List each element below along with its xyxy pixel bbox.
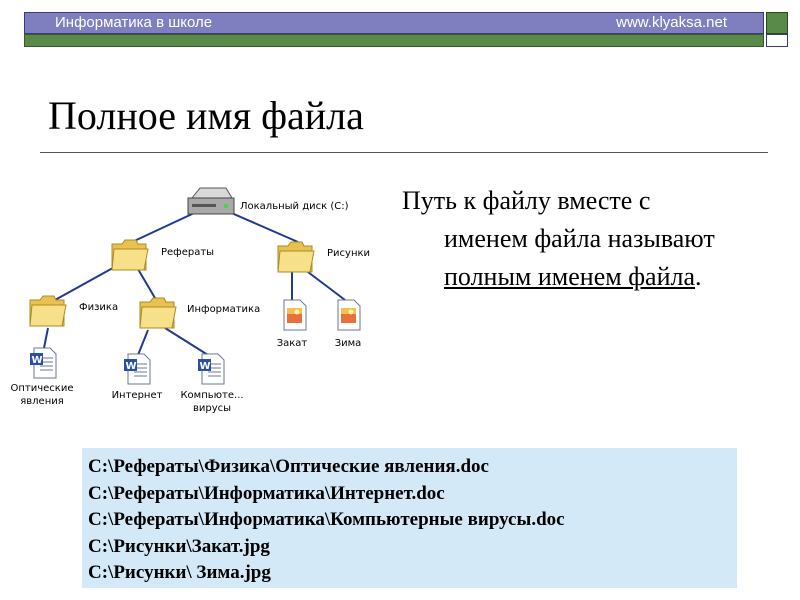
- full-paths-box: [82, 448, 737, 588]
- folder-icon-risunki[interactable]: [278, 242, 314, 272]
- definition-line3: [402, 258, 782, 296]
- path-line: C:\Рисунки\ Зима.jpg: [88, 562, 271, 583]
- disk-drive-icon[interactable]: [188, 188, 234, 214]
- image-file-icon-zakat[interactable]: [284, 300, 306, 330]
- site-name: Информатика в школе: [55, 14, 213, 31]
- folder-icon-informatika[interactable]: [140, 298, 176, 328]
- definition-term: полным именем файла: [444, 262, 696, 291]
- slide-title: Полное имя файла: [48, 93, 364, 138]
- word-doc-icon-internet[interactable]: [124, 354, 150, 384]
- label-internet: Интернет: [111, 390, 163, 401]
- file-tree-diagram: [0, 180, 400, 420]
- site-url[interactable]: www.klyaksa.net: [616, 14, 727, 31]
- label-risunki: Рисунки: [327, 248, 371, 259]
- header-bar: [24, 12, 764, 34]
- file-tree-svg: W: [0, 180, 400, 420]
- path-line: C:\Рефераты\Информатика\Интернет.doc: [88, 482, 445, 504]
- definition-text: [402, 182, 782, 296]
- label-zakat: Закат: [276, 338, 308, 349]
- header-accent-bar: [24, 34, 764, 47]
- label-zima: Зима: [334, 338, 362, 349]
- title-divider: [40, 152, 768, 153]
- path-line: C:\Рефераты\Физика\Оптические явления.doc: [88, 456, 489, 477]
- label-optics-line1: Оптические: [10, 383, 74, 394]
- definition-line1: Путь к файлу вместе с: [402, 186, 651, 215]
- word-doc-icon-viruses[interactable]: [198, 354, 224, 384]
- corner-square-icon: [766, 12, 788, 34]
- image-file-icon-zima[interactable]: [338, 300, 360, 330]
- word-doc-icon-optics[interactable]: [30, 348, 56, 378]
- path-line: C:\Рефераты\Информатика\Компьютерные вирусы.doc: [88, 509, 565, 530]
- definition-line2: именем файла называют: [444, 224, 715, 253]
- label-disk: Локальный диск (С:): [240, 201, 349, 212]
- label-fizika: Физика: [79, 302, 119, 313]
- label-viruses-line2: вирусы: [192, 403, 232, 414]
- folder-icon-referaty[interactable]: [112, 240, 148, 270]
- label-optics-line2: явления: [20, 396, 64, 407]
- definition-period: .: [695, 262, 702, 291]
- corner-square-outline-icon: [766, 34, 788, 47]
- label-informatika: Информатика: [187, 304, 261, 315]
- label-viruses-line1: Компьюте...: [180, 390, 244, 401]
- path-line: C:\Рисунки\Закат.jpg: [88, 535, 270, 557]
- folder-icon-fizika[interactable]: [30, 296, 66, 326]
- tree-lines: [44, 208, 345, 355]
- label-referaty: Рефераты: [161, 247, 215, 258]
